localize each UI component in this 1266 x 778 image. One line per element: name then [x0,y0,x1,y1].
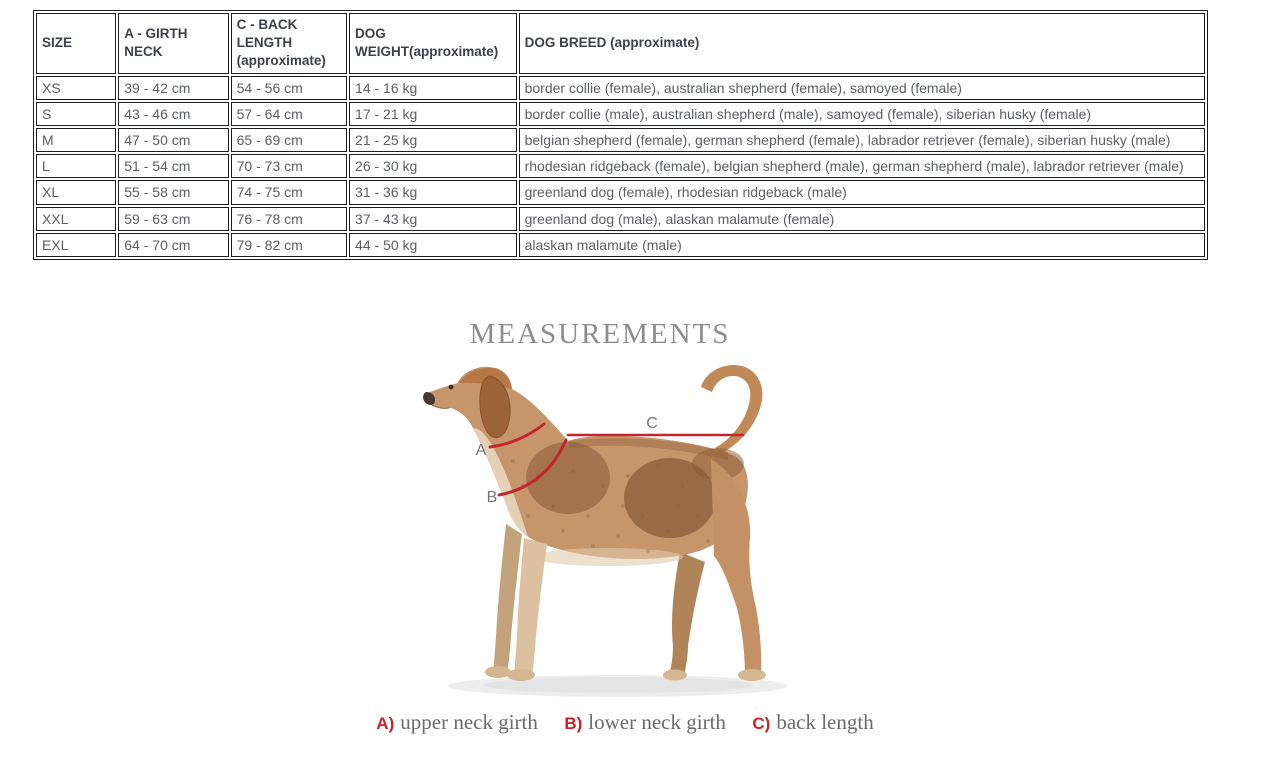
measurements-title: MEASUREMENTS [469,318,731,350]
cell-size: M [36,128,116,152]
cell-weight: 17 - 21 kg [349,102,517,126]
size-row-s [36,102,1205,126]
diagram-label-b: B [486,489,498,506]
legend-label-a: upper neck girth [400,710,538,734]
cell-back-length: 70 - 73 cm [231,154,347,178]
legend-label-c: back length [776,710,874,734]
cell-back-length: 54 - 56 cm [231,76,347,100]
size-row-xxl [36,207,1205,231]
size-row-l [36,154,1205,178]
cell-breeds: greenland dog (female), rhodesian ridgeback (male) [519,180,1205,204]
cell-size: XXL [36,207,116,231]
column-header-dog-weight: DOG WEIGHT(approximate) [349,13,517,74]
dog-measurement-diagram [418,356,794,704]
cell-breeds: border collie (male), australian shepherd (male), samoyed (female), siberian husky (female) [519,102,1205,126]
cell-weight: 44 - 50 kg [349,233,517,257]
legend-item-b [564,710,730,734]
cell-girth: 43 - 46 cm [118,102,228,126]
cell-back-length: 65 - 69 cm [231,128,347,152]
diagram-label-c: C [646,415,658,432]
cell-breeds: alaskan malamute (male) [519,233,1205,257]
cell-size: XS [36,76,116,100]
header-row [36,13,1205,74]
size-row-exl [36,233,1205,257]
cell-breeds: greenland dog (male), alaskan malamute (female) [519,207,1205,231]
cell-size: S [36,102,116,126]
cell-size: XL [36,180,116,204]
dog-tail [701,365,762,454]
cell-girth: 64 - 70 cm [118,233,228,257]
size-chart-table [33,10,1208,260]
legend-item-c [752,710,874,734]
column-header-girth-neck: A - GIRTH NECK [118,13,228,74]
legend-key-c: C) [752,714,771,733]
cell-back-length: 57 - 64 cm [231,102,347,126]
column-header-dog-breed: DOG BREED (approximate) [519,13,1205,74]
cell-breeds: rhodesian ridgeback (female), belgian shepherd (male), german shepherd (male), labrador retriever (male) [519,154,1205,178]
legend-item-a [376,710,542,734]
cell-girth: 59 - 63 cm [118,207,228,231]
cell-size: L [36,154,116,178]
cell-weight: 21 - 25 kg [349,128,517,152]
dog-rear-leg-far [669,552,705,677]
cell-weight: 31 - 36 kg [349,180,517,204]
legend-label-b: lower neck girth [588,710,726,734]
cell-back-length: 79 - 82 cm [231,233,347,257]
cell-weight: 37 - 43 kg [349,207,517,231]
dog-eye [449,385,454,390]
column-header-size: SIZE [36,13,116,74]
size-row-xl [36,180,1205,204]
size-row-m [36,128,1205,152]
cell-size: EXL [36,233,116,257]
cell-back-length: 76 - 78 cm [231,207,347,231]
dog-rear-leg-near [711,459,761,676]
cell-girth: 51 - 54 cm [118,154,228,178]
cell-girth: 47 - 50 cm [118,128,228,152]
cell-breeds: border collie (female), australian shepherd (female), samoyed (female) [519,76,1205,100]
size-row-xs [36,76,1205,100]
cell-girth: 55 - 58 cm [118,180,228,204]
cell-weight: 26 - 30 kg [349,154,517,178]
measurement-legend [0,710,1250,735]
cell-back-length: 74 - 75 cm [231,180,347,204]
legend-key-b: B) [564,714,583,733]
diagram-label-a: A [475,442,487,459]
cell-weight: 14 - 16 kg [349,76,517,100]
legend-key-a: A) [376,714,395,733]
cell-girth: 39 - 42 cm [118,76,228,100]
cell-breeds: belgian shepherd (female), german shepherd (female), labrador retriever (female), siberian husky (male) [519,128,1205,152]
column-header-back-length: C - BACK LENGTH (approximate) [231,13,347,74]
